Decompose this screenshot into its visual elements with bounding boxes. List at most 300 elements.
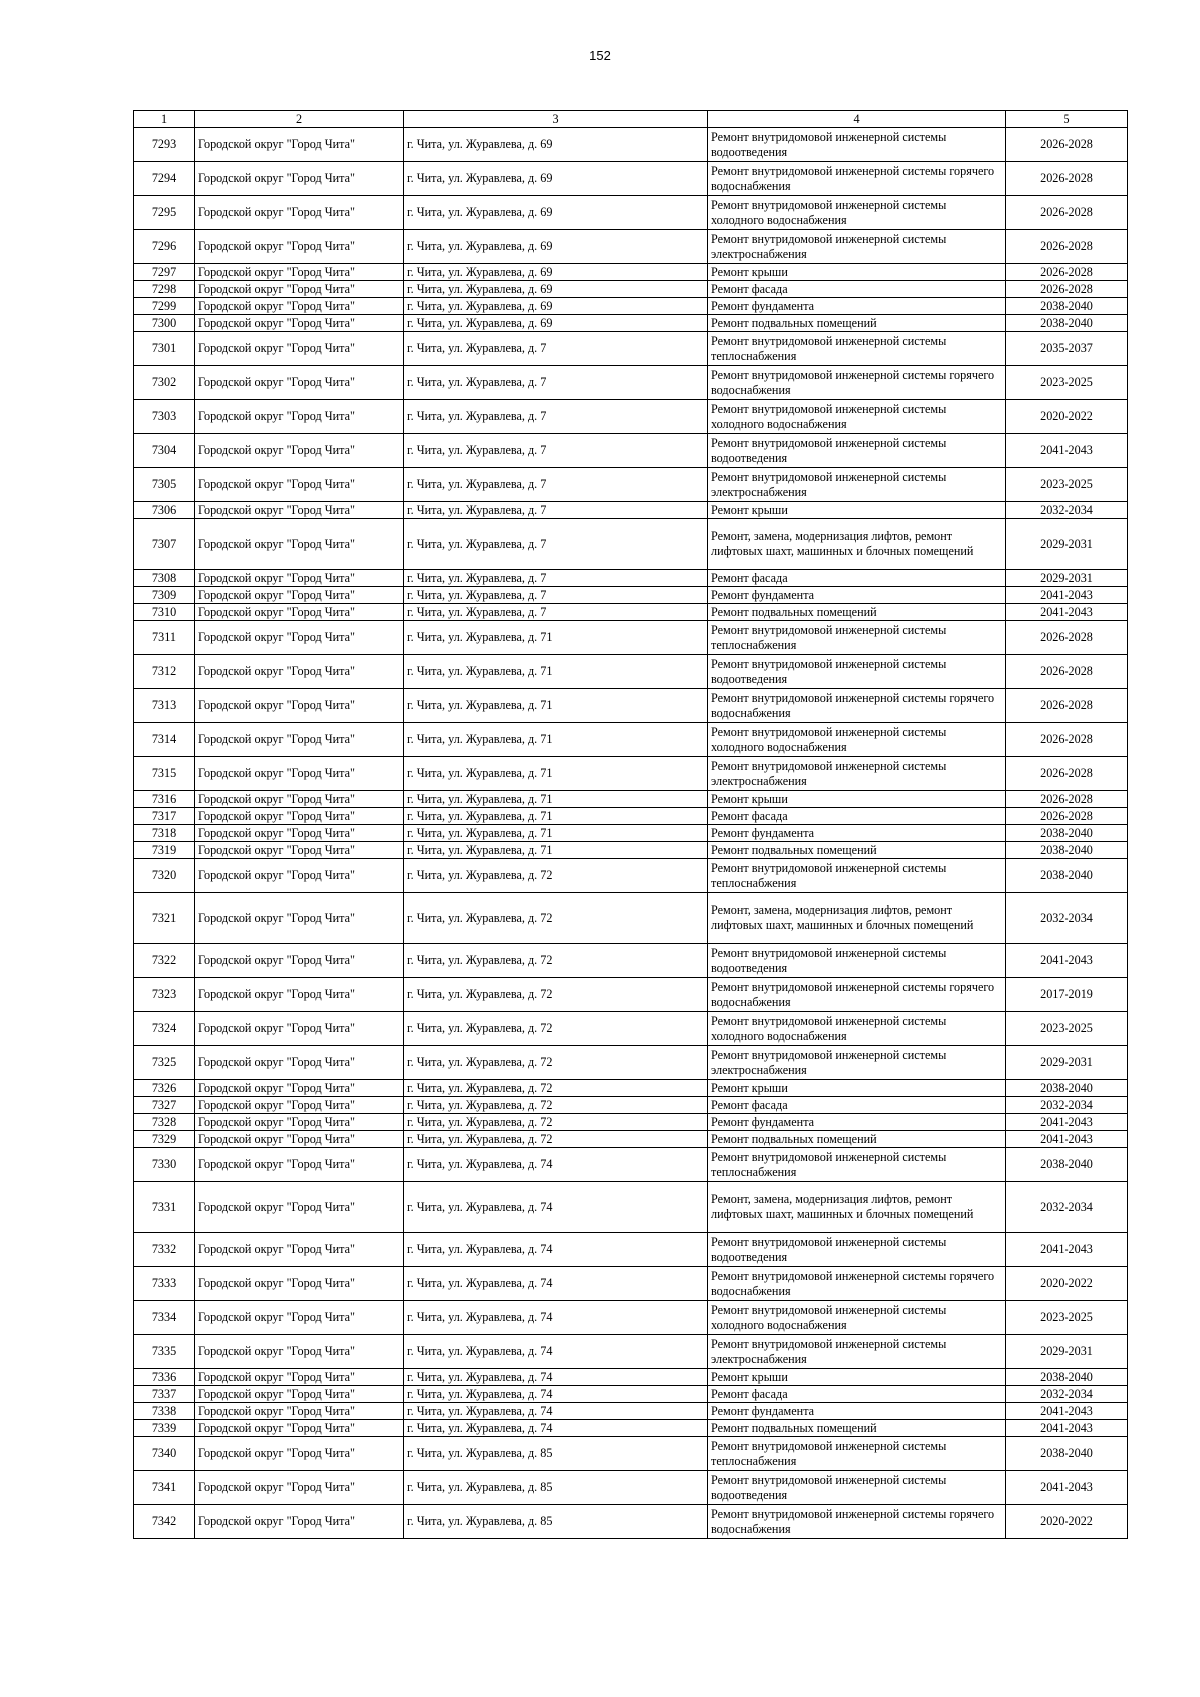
cell-work-type: Ремонт, замена, модернизация лифтов, ремонт лифтовых шахт, машинных и блочных помещений — [708, 893, 1006, 944]
cell-address: г. Чита, ул. Журавлева, д. 74 — [404, 1369, 708, 1386]
table-row — [134, 944, 1128, 978]
cell-address: г. Чита, ул. Журавлева, д. 74 — [404, 1403, 708, 1420]
cell-period: 2041-2043 — [1006, 1233, 1128, 1267]
cell-row-number: 7306 — [134, 502, 195, 519]
cell-municipality: Городской округ "Город Чита" — [195, 332, 404, 366]
table-row — [134, 859, 1128, 893]
cell-row-number: 7299 — [134, 298, 195, 315]
cell-period: 2038-2040 — [1006, 315, 1128, 332]
cell-work-type: Ремонт фундамента — [708, 298, 1006, 315]
cell-period: 2032-2034 — [1006, 893, 1128, 944]
table-row — [134, 502, 1128, 519]
cell-period: 2038-2040 — [1006, 1080, 1128, 1097]
table-row — [134, 1420, 1128, 1437]
cell-municipality: Городской округ "Город Чита" — [195, 978, 404, 1012]
cell-row-number: 7341 — [134, 1471, 195, 1505]
cell-row-number: 7333 — [134, 1267, 195, 1301]
cell-period: 2032-2034 — [1006, 1182, 1128, 1233]
cell-municipality: Городской округ "Город Чита" — [195, 1233, 404, 1267]
cell-row-number: 7314 — [134, 723, 195, 757]
cell-row-number: 7325 — [134, 1046, 195, 1080]
cell-row-number: 7300 — [134, 315, 195, 332]
cell-municipality: Городской округ "Город Чита" — [195, 757, 404, 791]
table-row — [134, 1437, 1128, 1471]
header-col-4: 4 — [708, 111, 1006, 128]
cell-row-number: 7301 — [134, 332, 195, 366]
cell-period: 2041-2043 — [1006, 1471, 1128, 1505]
table-row — [134, 264, 1128, 281]
cell-work-type: Ремонт внутридомовой инженерной системы горячего водоснабжения — [708, 689, 1006, 723]
cell-work-type: Ремонт внутридомовой инженерной системы водоотведения — [708, 1471, 1006, 1505]
cell-work-type: Ремонт внутридомовой инженерной системы холодного водоснабжения — [708, 400, 1006, 434]
cell-municipality: Городской округ "Город Чита" — [195, 1148, 404, 1182]
cell-row-number: 7335 — [134, 1335, 195, 1369]
cell-period: 2029-2031 — [1006, 1335, 1128, 1369]
cell-period: 2020-2022 — [1006, 400, 1128, 434]
cell-period: 2038-2040 — [1006, 1148, 1128, 1182]
cell-address: г. Чита, ул. Журавлева, д. 72 — [404, 1131, 708, 1148]
table-row — [134, 519, 1128, 570]
cell-row-number: 7295 — [134, 196, 195, 230]
cell-row-number: 7336 — [134, 1369, 195, 1386]
cell-period: 2032-2034 — [1006, 502, 1128, 519]
cell-municipality: Городской округ "Город Чита" — [195, 1080, 404, 1097]
cell-row-number: 7304 — [134, 434, 195, 468]
cell-row-number: 7303 — [134, 400, 195, 434]
cell-period: 2020-2022 — [1006, 1267, 1128, 1301]
cell-row-number: 7309 — [134, 587, 195, 604]
cell-address: г. Чита, ул. Журавлева, д. 7 — [404, 604, 708, 621]
table-row — [134, 332, 1128, 366]
table-row — [134, 1369, 1128, 1386]
table-row — [134, 723, 1128, 757]
cell-municipality: Городской округ "Город Чита" — [195, 281, 404, 298]
cell-municipality: Городской округ "Город Чита" — [195, 587, 404, 604]
table-row — [134, 1097, 1128, 1114]
cell-row-number: 7326 — [134, 1080, 195, 1097]
table-row — [134, 1233, 1128, 1267]
table-row — [134, 128, 1128, 162]
cell-work-type: Ремонт внутридомовой инженерной системы холодного водоснабжения — [708, 1301, 1006, 1335]
cell-municipality: Городской округ "Город Чита" — [195, 1471, 404, 1505]
cell-municipality: Городской округ "Город Чита" — [195, 366, 404, 400]
cell-municipality: Городской округ "Город Чита" — [195, 689, 404, 723]
cell-period: 2026-2028 — [1006, 128, 1128, 162]
cell-work-type: Ремонт внутридомовой инженерной системы водоотведения — [708, 128, 1006, 162]
cell-address: г. Чита, ул. Журавлева, д. 74 — [404, 1148, 708, 1182]
table-row — [134, 1182, 1128, 1233]
cell-row-number: 7293 — [134, 128, 195, 162]
table-row — [134, 825, 1128, 842]
cell-row-number: 7316 — [134, 791, 195, 808]
table-row — [134, 1471, 1128, 1505]
cell-address: г. Чита, ул. Журавлева, д. 72 — [404, 1114, 708, 1131]
cell-municipality: Городской округ "Город Чита" — [195, 502, 404, 519]
cell-work-type: Ремонт внутридомовой инженерной системы теплоснабжения — [708, 1148, 1006, 1182]
cell-address: г. Чита, ул. Журавлева, д. 7 — [404, 519, 708, 570]
cell-address: г. Чита, ул. Журавлева, д. 69 — [404, 128, 708, 162]
cell-address: г. Чита, ул. Журавлева, д. 71 — [404, 791, 708, 808]
cell-period: 2029-2031 — [1006, 519, 1128, 570]
cell-period: 2026-2028 — [1006, 791, 1128, 808]
cell-work-type: Ремонт фасада — [708, 808, 1006, 825]
cell-address: г. Чита, ул. Журавлева, д. 71 — [404, 655, 708, 689]
cell-row-number: 7317 — [134, 808, 195, 825]
table-row — [134, 893, 1128, 944]
table-row — [134, 570, 1128, 587]
cell-address: г. Чита, ул. Журавлева, д. 71 — [404, 689, 708, 723]
cell-address: г. Чита, ул. Журавлева, д. 69 — [404, 264, 708, 281]
cell-address: г. Чита, ул. Журавлева, д. 7 — [404, 570, 708, 587]
cell-municipality: Городской округ "Город Чита" — [195, 1369, 404, 1386]
cell-work-type: Ремонт внутридомовой инженерной системы водоотведения — [708, 655, 1006, 689]
cell-work-type: Ремонт внутридомовой инженерной системы теплоснабжения — [708, 1437, 1006, 1471]
cell-period: 2032-2034 — [1006, 1386, 1128, 1403]
cell-period: 2023-2025 — [1006, 1301, 1128, 1335]
table-row — [134, 842, 1128, 859]
cell-work-type: Ремонт крыши — [708, 1080, 1006, 1097]
cell-address: г. Чита, ул. Журавлева, д. 7 — [404, 400, 708, 434]
cell-work-type: Ремонт внутридомовой инженерной системы теплоснабжения — [708, 332, 1006, 366]
cell-period: 2038-2040 — [1006, 1369, 1128, 1386]
cell-municipality: Городской округ "Город Чита" — [195, 1267, 404, 1301]
cell-work-type: Ремонт внутридомовой инженерной системы электроснабжения — [708, 1335, 1006, 1369]
cell-address: г. Чита, ул. Журавлева, д. 69 — [404, 298, 708, 315]
cell-municipality: Городской округ "Город Чита" — [195, 1012, 404, 1046]
cell-work-type: Ремонт крыши — [708, 264, 1006, 281]
cell-work-type: Ремонт внутридомовой инженерной системы водоотведения — [708, 434, 1006, 468]
cell-period: 2032-2034 — [1006, 1097, 1128, 1114]
cell-work-type: Ремонт крыши — [708, 1369, 1006, 1386]
cell-municipality: Городской округ "Город Чита" — [195, 842, 404, 859]
cell-period: 2041-2043 — [1006, 587, 1128, 604]
cell-work-type: Ремонт фундамента — [708, 587, 1006, 604]
cell-address: г. Чита, ул. Журавлева, д. 7 — [404, 434, 708, 468]
cell-address: г. Чита, ул. Журавлева, д. 85 — [404, 1471, 708, 1505]
cell-period: 2026-2028 — [1006, 264, 1128, 281]
table-row — [134, 315, 1128, 332]
cell-work-type: Ремонт внутридомовой инженерной системы горячего водоснабжения — [708, 162, 1006, 196]
cell-row-number: 7302 — [134, 366, 195, 400]
cell-municipality: Городской округ "Город Чита" — [195, 1131, 404, 1148]
cell-row-number: 7320 — [134, 859, 195, 893]
cell-address: г. Чита, ул. Журавлева, д. 85 — [404, 1505, 708, 1539]
cell-period: 2041-2043 — [1006, 1403, 1128, 1420]
cell-period: 2038-2040 — [1006, 1437, 1128, 1471]
table-row — [134, 1505, 1128, 1539]
cell-municipality: Городской округ "Город Чита" — [195, 1505, 404, 1539]
cell-municipality: Городской округ "Город Чита" — [195, 1437, 404, 1471]
cell-municipality: Городской округ "Город Чита" — [195, 570, 404, 587]
cell-period: 2023-2025 — [1006, 366, 1128, 400]
cell-work-type: Ремонт внутридомовой инженерной системы горячего водоснабжения — [708, 1267, 1006, 1301]
cell-row-number: 7313 — [134, 689, 195, 723]
table-row — [134, 298, 1128, 315]
cell-address: г. Чита, ул. Журавлева, д. 74 — [404, 1335, 708, 1369]
cell-address: г. Чита, ул. Журавлева, д. 72 — [404, 1080, 708, 1097]
cell-period: 2017-2019 — [1006, 978, 1128, 1012]
table-row — [134, 1012, 1128, 1046]
cell-municipality: Городской округ "Город Чита" — [195, 196, 404, 230]
cell-municipality: Городской округ "Город Чита" — [195, 944, 404, 978]
cell-address: г. Чита, ул. Журавлева, д. 72 — [404, 1097, 708, 1114]
cell-work-type: Ремонт крыши — [708, 502, 1006, 519]
cell-address: г. Чита, ул. Журавлева, д. 71 — [404, 808, 708, 825]
cell-work-type: Ремонт фасада — [708, 570, 1006, 587]
cell-work-type: Ремонт фасада — [708, 1097, 1006, 1114]
cell-address: г. Чита, ул. Журавлева, д. 72 — [404, 944, 708, 978]
cell-address: г. Чита, ул. Журавлева, д. 71 — [404, 825, 708, 842]
cell-municipality: Городской округ "Город Чита" — [195, 655, 404, 689]
header-col-2: 2 — [195, 111, 404, 128]
table-row — [134, 1267, 1128, 1301]
cell-period: 2026-2028 — [1006, 281, 1128, 298]
cell-period: 2029-2031 — [1006, 570, 1128, 587]
repair-schedule-table — [133, 110, 1128, 1539]
cell-work-type: Ремонт внутридомовой инженерной системы электроснабжения — [708, 230, 1006, 264]
cell-period: 2026-2028 — [1006, 689, 1128, 723]
cell-municipality: Городской округ "Город Чита" — [195, 825, 404, 842]
table-row — [134, 1386, 1128, 1403]
table-row — [134, 1046, 1128, 1080]
cell-address: г. Чита, ул. Журавлева, д. 69 — [404, 162, 708, 196]
cell-work-type: Ремонт внутридомовой инженерной системы холодного водоснабжения — [708, 1012, 1006, 1046]
cell-row-number: 7329 — [134, 1131, 195, 1148]
cell-period: 2041-2043 — [1006, 1131, 1128, 1148]
cell-row-number: 7321 — [134, 893, 195, 944]
cell-municipality: Городской округ "Город Чита" — [195, 519, 404, 570]
table-row — [134, 808, 1128, 825]
cell-period: 2041-2043 — [1006, 944, 1128, 978]
cell-municipality: Городской округ "Город Чита" — [195, 264, 404, 281]
cell-municipality: Городской округ "Город Чита" — [195, 604, 404, 621]
cell-work-type: Ремонт фасада — [708, 1386, 1006, 1403]
cell-address: г. Чита, ул. Журавлева, д. 7 — [404, 366, 708, 400]
cell-address: г. Чита, ул. Журавлева, д. 71 — [404, 621, 708, 655]
cell-period: 2041-2043 — [1006, 1420, 1128, 1437]
table-row — [134, 196, 1128, 230]
cell-municipality: Городской округ "Город Чита" — [195, 400, 404, 434]
cell-row-number: 7338 — [134, 1403, 195, 1420]
table-row — [134, 1335, 1128, 1369]
table-row — [134, 230, 1128, 264]
cell-row-number: 7305 — [134, 468, 195, 502]
cell-work-type: Ремонт внутридомовой инженерной системы горячего водоснабжения — [708, 978, 1006, 1012]
cell-work-type: Ремонт внутридомовой инженерной системы горячего водоснабжения — [708, 1505, 1006, 1539]
cell-work-type: Ремонт внутридомовой инженерной системы теплоснабжения — [708, 621, 1006, 655]
cell-period: 2023-2025 — [1006, 1012, 1128, 1046]
table-row — [134, 366, 1128, 400]
table-row — [134, 434, 1128, 468]
cell-period: 2020-2022 — [1006, 1505, 1128, 1539]
cell-work-type: Ремонт внутридомовой инженерной системы теплоснабжения — [708, 859, 1006, 893]
cell-period: 2041-2043 — [1006, 1114, 1128, 1131]
cell-address: г. Чита, ул. Журавлева, д. 71 — [404, 757, 708, 791]
cell-address: г. Чита, ул. Журавлева, д. 74 — [404, 1386, 708, 1403]
cell-period: 2035-2037 — [1006, 332, 1128, 366]
cell-municipality: Городской округ "Город Чита" — [195, 1114, 404, 1131]
cell-period: 2026-2028 — [1006, 230, 1128, 264]
cell-address: г. Чита, ул. Журавлева, д. 69 — [404, 315, 708, 332]
header-col-5: 5 — [1006, 111, 1128, 128]
table-row — [134, 604, 1128, 621]
cell-municipality: Городской округ "Город Чита" — [195, 315, 404, 332]
cell-address: г. Чита, ул. Журавлева, д. 74 — [404, 1301, 708, 1335]
cell-row-number: 7315 — [134, 757, 195, 791]
table-row — [134, 1080, 1128, 1097]
table-row — [134, 1114, 1128, 1131]
cell-municipality: Городской округ "Город Чита" — [195, 1403, 404, 1420]
cell-municipality: Городской округ "Город Чита" — [195, 723, 404, 757]
table-body — [134, 128, 1128, 1539]
cell-row-number: 7337 — [134, 1386, 195, 1403]
table-header-row — [134, 111, 1128, 128]
cell-row-number: 7323 — [134, 978, 195, 1012]
cell-address: г. Чита, ул. Журавлева, д. 74 — [404, 1182, 708, 1233]
cell-period: 2026-2028 — [1006, 757, 1128, 791]
cell-work-type: Ремонт фасада — [708, 281, 1006, 298]
cell-period: 2041-2043 — [1006, 434, 1128, 468]
cell-work-type: Ремонт подвальных помещений — [708, 1420, 1006, 1437]
cell-period: 2041-2043 — [1006, 604, 1128, 621]
cell-period: 2026-2028 — [1006, 196, 1128, 230]
cell-municipality: Городской округ "Город Чита" — [195, 128, 404, 162]
cell-address: г. Чита, ул. Журавлева, д. 7 — [404, 468, 708, 502]
cell-address: г. Чита, ул. Журавлева, д. 69 — [404, 230, 708, 264]
cell-row-number: 7312 — [134, 655, 195, 689]
cell-period: 2029-2031 — [1006, 1046, 1128, 1080]
cell-municipality: Городской округ "Город Чита" — [195, 893, 404, 944]
cell-municipality: Городской округ "Город Чита" — [195, 859, 404, 893]
cell-work-type: Ремонт внутридомовой инженерной системы водоотведения — [708, 1233, 1006, 1267]
cell-municipality: Городской округ "Город Чита" — [195, 1301, 404, 1335]
cell-work-type: Ремонт подвальных помещений — [708, 842, 1006, 859]
cell-period: 2038-2040 — [1006, 298, 1128, 315]
table-row — [134, 757, 1128, 791]
cell-municipality: Городской округ "Город Чита" — [195, 1097, 404, 1114]
cell-municipality: Городской округ "Город Чита" — [195, 1335, 404, 1369]
cell-work-type: Ремонт внутридомовой инженерной системы электроснабжения — [708, 1046, 1006, 1080]
cell-row-number: 7339 — [134, 1420, 195, 1437]
cell-work-type: Ремонт подвальных помещений — [708, 315, 1006, 332]
cell-address: г. Чита, ул. Журавлева, д. 74 — [404, 1233, 708, 1267]
cell-work-type: Ремонт фундамента — [708, 825, 1006, 842]
header-col-1: 1 — [134, 111, 195, 128]
cell-row-number: 7328 — [134, 1114, 195, 1131]
cell-period: 2038-2040 — [1006, 842, 1128, 859]
cell-work-type: Ремонт внутридомовой инженерной системы холодного водоснабжения — [708, 196, 1006, 230]
cell-municipality: Городской округ "Город Чита" — [195, 1420, 404, 1437]
table-row — [134, 1301, 1128, 1335]
cell-period: 2026-2028 — [1006, 655, 1128, 689]
cell-row-number: 7332 — [134, 1233, 195, 1267]
cell-work-type: Ремонт внутридомовой инженерной системы электроснабжения — [708, 468, 1006, 502]
cell-municipality: Городской округ "Город Чита" — [195, 1182, 404, 1233]
cell-row-number: 7318 — [134, 825, 195, 842]
cell-work-type: Ремонт внутридомовой инженерной системы электроснабжения — [708, 757, 1006, 791]
cell-work-type: Ремонт, замена, модернизация лифтов, ремонт лифтовых шахт, машинных и блочных помещений — [708, 519, 1006, 570]
cell-row-number: 7327 — [134, 1097, 195, 1114]
cell-address: г. Чита, ул. Журавлева, д. 7 — [404, 502, 708, 519]
cell-municipality: Городской округ "Город Чита" — [195, 1046, 404, 1080]
cell-address: г. Чита, ул. Журавлева, д. 72 — [404, 859, 708, 893]
cell-period: 2038-2040 — [1006, 825, 1128, 842]
cell-municipality: Городской округ "Город Чита" — [195, 1386, 404, 1403]
cell-work-type: Ремонт подвальных помещений — [708, 1131, 1006, 1148]
cell-row-number: 7310 — [134, 604, 195, 621]
cell-row-number: 7331 — [134, 1182, 195, 1233]
cell-row-number: 7311 — [134, 621, 195, 655]
cell-row-number: 7340 — [134, 1437, 195, 1471]
table-row — [134, 1148, 1128, 1182]
cell-address: г. Чита, ул. Журавлева, д. 72 — [404, 1012, 708, 1046]
table-row — [134, 655, 1128, 689]
cell-municipality: Городской округ "Город Чита" — [195, 230, 404, 264]
cell-period: 2026-2028 — [1006, 621, 1128, 655]
table-row — [134, 689, 1128, 723]
cell-address: г. Чита, ул. Журавлева, д. 69 — [404, 281, 708, 298]
table-row — [134, 281, 1128, 298]
cell-municipality: Городской округ "Город Чита" — [195, 791, 404, 808]
table-row — [134, 978, 1128, 1012]
cell-municipality: Городской округ "Город Чита" — [195, 162, 404, 196]
cell-row-number: 7294 — [134, 162, 195, 196]
cell-row-number: 7297 — [134, 264, 195, 281]
table-row — [134, 400, 1128, 434]
table-row — [134, 162, 1128, 196]
cell-address: г. Чита, ул. Журавлева, д. 72 — [404, 978, 708, 1012]
cell-row-number: 7324 — [134, 1012, 195, 1046]
cell-address: г. Чита, ул. Журавлева, д. 69 — [404, 196, 708, 230]
cell-period: 2023-2025 — [1006, 468, 1128, 502]
table-row — [134, 791, 1128, 808]
cell-work-type: Ремонт внутридомовой инженерной системы водоотведения — [708, 944, 1006, 978]
cell-period: 2026-2028 — [1006, 808, 1128, 825]
cell-address: г. Чита, ул. Журавлева, д. 71 — [404, 842, 708, 859]
cell-row-number: 7298 — [134, 281, 195, 298]
cell-address: г. Чита, ул. Журавлева, д. 74 — [404, 1267, 708, 1301]
cell-work-type: Ремонт подвальных помещений — [708, 604, 1006, 621]
table-row — [134, 1131, 1128, 1148]
table-row — [134, 468, 1128, 502]
cell-municipality: Городской округ "Город Чита" — [195, 434, 404, 468]
cell-work-type: Ремонт, замена, модернизация лифтов, ремонт лифтовых шахт, машинных и блочных помещений — [708, 1182, 1006, 1233]
cell-row-number: 7296 — [134, 230, 195, 264]
table-row — [134, 587, 1128, 604]
cell-work-type: Ремонт крыши — [708, 791, 1006, 808]
cell-row-number: 7322 — [134, 944, 195, 978]
cell-period: 2038-2040 — [1006, 859, 1128, 893]
cell-row-number: 7308 — [134, 570, 195, 587]
cell-address: г. Чита, ул. Журавлева, д. 71 — [404, 723, 708, 757]
cell-row-number: 7307 — [134, 519, 195, 570]
cell-municipality: Городской округ "Город Чита" — [195, 468, 404, 502]
cell-row-number: 7319 — [134, 842, 195, 859]
cell-municipality: Городской округ "Город Чита" — [195, 808, 404, 825]
cell-address: г. Чита, ул. Журавлева, д. 7 — [404, 587, 708, 604]
cell-period: 2026-2028 — [1006, 723, 1128, 757]
cell-address: г. Чита, ул. Журавлева, д. 7 — [404, 332, 708, 366]
cell-row-number: 7330 — [134, 1148, 195, 1182]
cell-work-type: Ремонт внутридомовой инженерной системы горячего водоснабжения — [708, 366, 1006, 400]
cell-work-type: Ремонт внутридомовой инженерной системы холодного водоснабжения — [708, 723, 1006, 757]
cell-work-type: Ремонт фундамента — [708, 1403, 1006, 1420]
cell-address: г. Чита, ул. Журавлева, д. 72 — [404, 1046, 708, 1080]
cell-address: г. Чита, ул. Журавлева, д. 72 — [404, 893, 708, 944]
cell-municipality: Городской округ "Город Чита" — [195, 298, 404, 315]
table-row — [134, 621, 1128, 655]
cell-period: 2026-2028 — [1006, 162, 1128, 196]
